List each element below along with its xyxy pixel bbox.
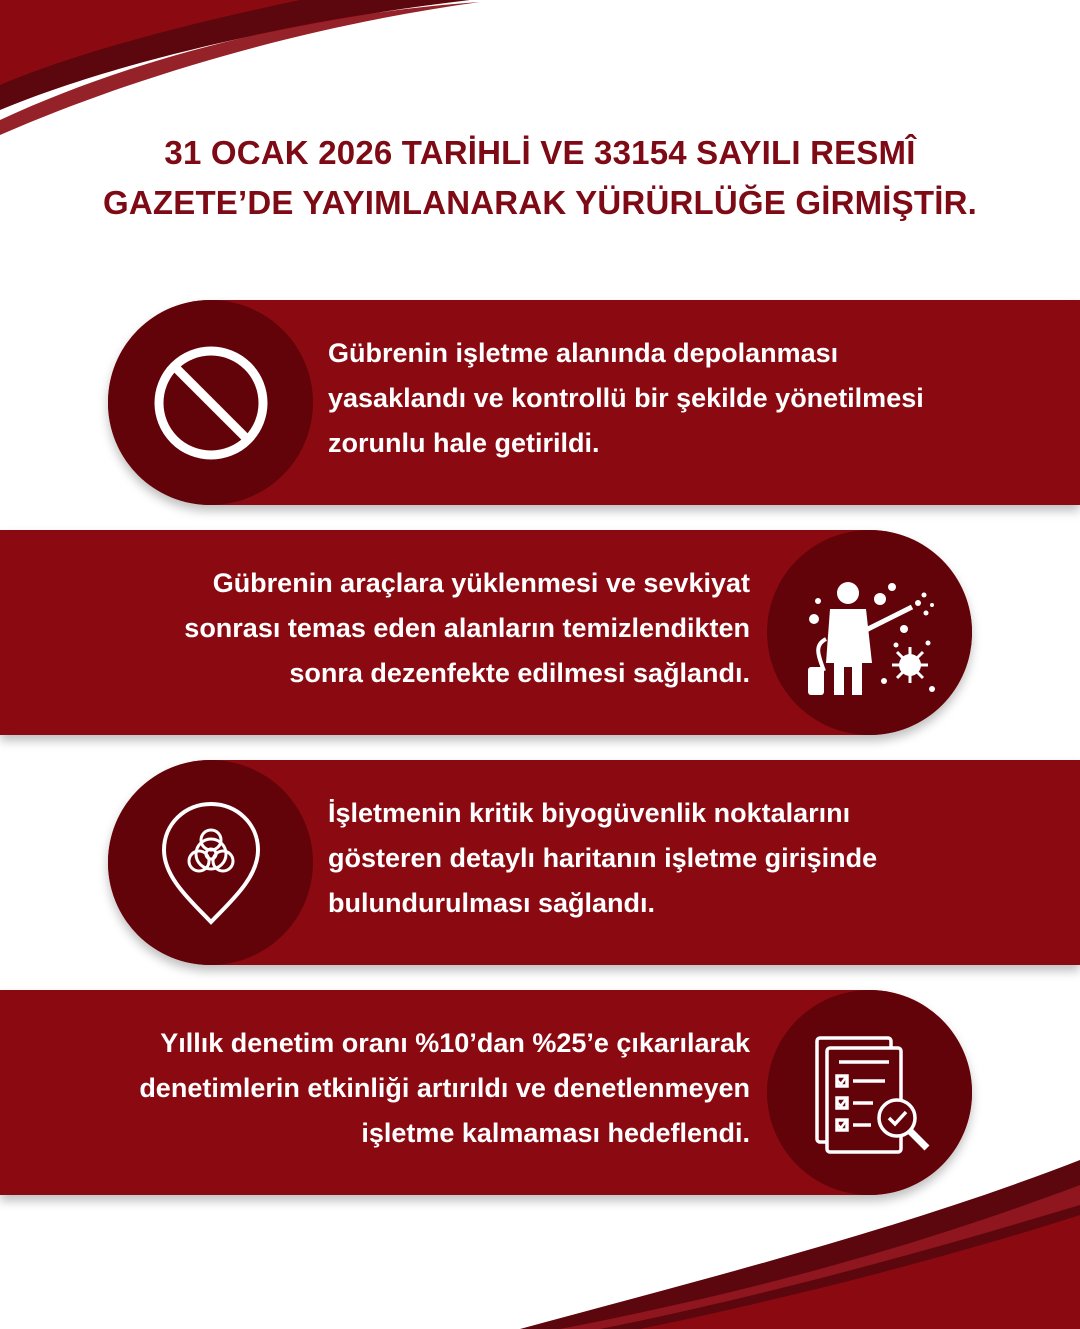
info-text-3-line-2: gösteren detaylı haritanın işletme girişinde [328, 843, 878, 873]
info-text-3-line-1: İşletmenin kritik biyogüvenlik noktalarını [328, 798, 851, 828]
disinfection-worker-icon [800, 563, 940, 703]
icon-badge-1 [108, 300, 313, 505]
prohibited-icon [151, 343, 271, 463]
icon-badge-3 [108, 760, 313, 965]
page-title [40, 128, 1040, 228]
title-line-1: 31 OCAK 2026 TARİHLİ VE 33154 SAYILI RESMÎ [164, 134, 916, 171]
inspection-checklist-magnifier-icon [805, 1028, 935, 1158]
icon-badge-4 [767, 990, 972, 1195]
info-text-4-line-2: denetimlerin etkinliği artırıldı ve denetlenmeyen [139, 1073, 750, 1103]
info-text-1-line-3: zorunlu hale getirildi. [328, 428, 600, 458]
info-text-2 [184, 561, 750, 696]
info-text-1 [328, 331, 924, 466]
title-line-2: GAZETE’DE YAYIMLANARAK YÜRÜRLÜĞE GİRMİŞTİR. [102, 184, 978, 221]
info-text-4-line-1: Yıllık denetim oranı %10’dan %25’e çıkarılarak [160, 1028, 750, 1058]
info-text-2-line-3: sonra dezenfekte edilmesi sağlandı. [289, 658, 750, 688]
info-text-1-line-2: yasaklandı ve kontrollü bir şekilde yönetilmesi [328, 383, 924, 413]
info-text-1-line-1: Gübrenin işletme alanında depolanması [328, 338, 839, 368]
info-text-3 [328, 791, 877, 926]
info-text-2-line-2: sonrası temas eden alanların temizlendikten [184, 613, 750, 643]
biohazard-location-pin-icon [156, 798, 266, 928]
info-text-4-line-3: işletme kalmaması hedeflendi. [361, 1118, 750, 1148]
icon-badge-2 [767, 530, 972, 735]
info-text-2-line-1: Gübrenin araçlara yüklenmesi ve sevkiyat [212, 568, 750, 598]
info-text-3-line-3: bulundurulması sağlandı. [328, 888, 656, 918]
info-text-4 [139, 1021, 750, 1156]
